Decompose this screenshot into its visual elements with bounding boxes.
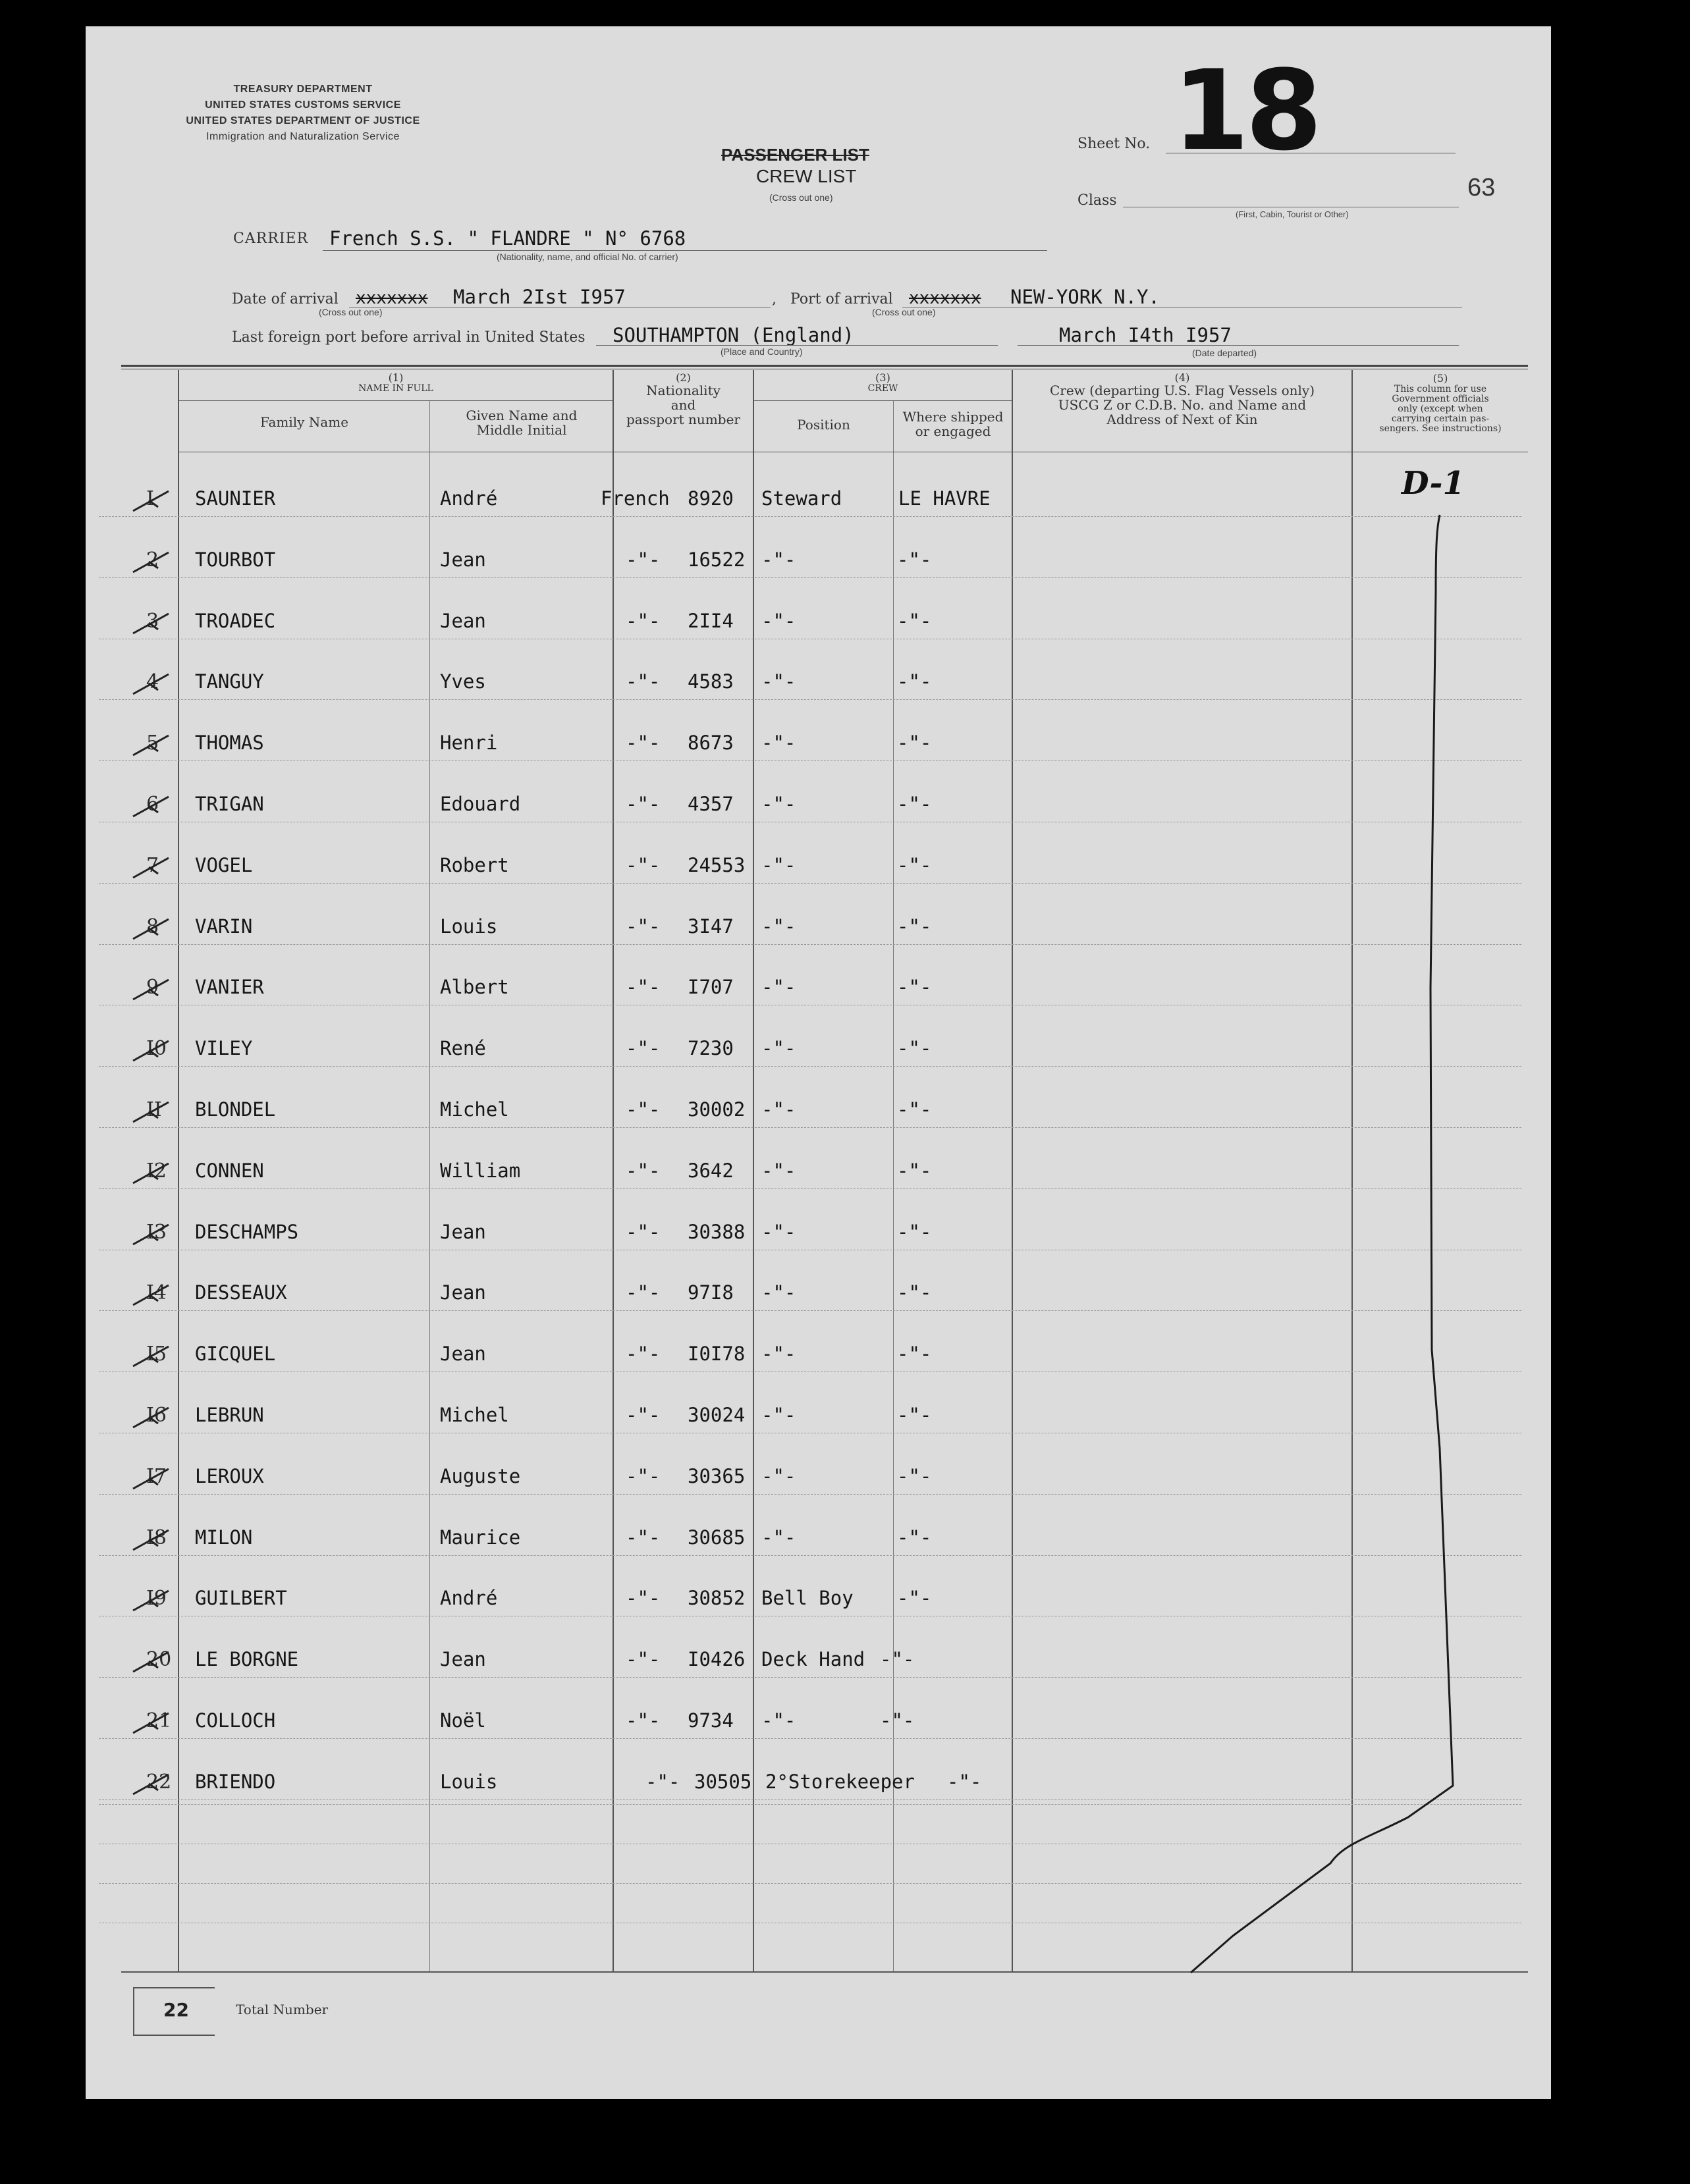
bracket-line (1191, 515, 1453, 1973)
total-label: Total Number (236, 2002, 329, 2017)
comma-sep: , (772, 291, 777, 307)
passport-number: 9734 (688, 1709, 734, 1732)
carrier-value: French S.S. " FLANDRE " N° 6768 (329, 227, 686, 250)
family-name: TANGUY (195, 670, 264, 693)
given-l2: Middle Initial (476, 422, 567, 438)
given-name: Michel (440, 1404, 509, 1426)
last-port-value: SOUTHAMPTON (England) (613, 324, 854, 346)
arrival-port-value: NEW-YORK N.Y. (1010, 286, 1160, 308)
passport-number: 8673 (688, 732, 734, 754)
class-label: Class (1077, 192, 1117, 209)
nationality: -"- (626, 1281, 661, 1304)
position: -"- (761, 1281, 796, 1304)
position: -"- (761, 1037, 796, 1059)
family-name: LEROUX (195, 1465, 264, 1487)
nationality: -"- (626, 1648, 661, 1670)
row-number: II (146, 1098, 162, 1121)
where-engaged: -"- (897, 1587, 932, 1609)
where-engaged: -"- (897, 793, 932, 815)
given-name: Jean (440, 1343, 486, 1365)
row-number: 2 (146, 548, 159, 572)
given-name: Yves (440, 670, 486, 693)
crew-list-title: CREW LIST (756, 166, 857, 186)
nationality: -"- (626, 1159, 661, 1182)
given-name: Jean (440, 1281, 486, 1304)
row-number: I9 (146, 1587, 167, 1610)
family-name: GICQUEL (195, 1343, 276, 1365)
nationality: -"- (626, 732, 661, 754)
passport-number: 30024 (688, 1404, 746, 1426)
row-number: I5 (146, 1343, 167, 1366)
nationality: -"- (626, 915, 661, 938)
passport-number: 7230 (688, 1037, 734, 1059)
where-engaged: -"- (897, 1281, 932, 1304)
position: -"- (761, 1159, 796, 1182)
where-engaged: -"- (897, 1037, 932, 1059)
passport-number: I0426 (688, 1648, 746, 1670)
position: -"- (761, 915, 796, 938)
where-engaged: -"- (897, 915, 932, 938)
position: -"- (761, 1465, 796, 1487)
col4-l1: Crew (departing U.S. Flag Vessels only) (1049, 383, 1315, 398)
row-number: 20 (146, 1648, 172, 1671)
position: -"- (761, 1404, 796, 1426)
row-number: I7 (146, 1465, 167, 1488)
nationality: -"- (626, 854, 661, 876)
given-name: Robert (440, 854, 509, 876)
passport-number: 2II4 (688, 610, 734, 632)
passport-number: 30685 (688, 1526, 746, 1549)
family-name: VANIER (195, 976, 264, 998)
family-name: BLONDEL (195, 1098, 276, 1121)
passport-number: 30365 (688, 1465, 746, 1487)
arrival-port-note: (Cross out one) (872, 307, 936, 317)
position: -"- (761, 732, 796, 754)
class-value: 63 (1467, 174, 1496, 201)
last-port-note: (Place and Country) (721, 346, 803, 357)
family-name-header: Family Name (259, 414, 349, 430)
row-number: I8 (146, 1526, 167, 1549)
row-number: 3 (146, 610, 159, 633)
passport-number: 30852 (688, 1587, 746, 1609)
family-name: VARIN (195, 915, 253, 938)
family-name: DESSEAUX (195, 1281, 287, 1304)
where-engaged: -"- (897, 1526, 932, 1549)
nationality: -"- (626, 1709, 661, 1732)
class-note: (First, Cabin, Tourist or Other) (1236, 209, 1349, 219)
passport-number: 8920 (688, 487, 734, 510)
row-number: 5 (146, 732, 159, 755)
col4-num: (4) (1174, 371, 1190, 384)
given-name: Jean (440, 610, 486, 632)
position: -"- (761, 1343, 796, 1365)
col4-l3: Address of Next of Kin (1106, 412, 1258, 427)
where-engaged: LE HAVRE (898, 487, 991, 510)
arrival-port-label: Port of arrival (790, 291, 893, 307)
position: -"- (761, 1098, 796, 1121)
position: -"- (761, 670, 796, 693)
arrival-date-struck: xxxxxxx (356, 288, 428, 308)
passport-number: 16522 (688, 548, 746, 571)
family-name: COLLOCH (195, 1709, 276, 1732)
position: Steward (761, 487, 842, 510)
carrier-label: CARRIER (233, 230, 309, 247)
departure-date-value: March I4th I957 (1059, 324, 1232, 346)
given-name: William (440, 1159, 521, 1182)
row-number: I4 (146, 1281, 167, 1304)
col1-num: (1) (388, 371, 404, 384)
position: -"- (761, 854, 796, 876)
given-name: Jean (440, 548, 486, 571)
col5-l5: sengers. See instructions) (1379, 423, 1502, 434)
sheet-label: Sheet No. (1077, 136, 1151, 152)
passport-number: 30505 (694, 1771, 752, 1793)
nationality: French (601, 487, 670, 510)
passport-number: I0I78 (688, 1343, 746, 1365)
nationality: -"- (626, 548, 661, 571)
nationality: -"- (626, 976, 661, 998)
passport-number: 24553 (688, 854, 746, 876)
where-engaged: -"- (897, 1159, 932, 1182)
row-number: 4 (146, 670, 159, 693)
nationality: -"- (626, 1465, 661, 1487)
given-name: André (440, 1587, 498, 1609)
passport-number: 3I47 (688, 915, 734, 938)
where-engaged: -"- (897, 1343, 932, 1365)
row-number: I0 (146, 1037, 167, 1060)
arrival-port-struck: xxxxxxx (909, 288, 981, 308)
given-name: Albert (440, 976, 509, 998)
position: -"- (761, 610, 796, 632)
family-name: THOMAS (195, 732, 264, 754)
family-name: SAUNIER (195, 487, 276, 510)
nationality: -"- (626, 1037, 661, 1059)
position: 2°Storekeeper (765, 1771, 915, 1793)
agency-line-3: UNITED STATES DEPARTMENT OF JUSTICE (186, 115, 420, 126)
where-engaged: -"- (897, 670, 932, 693)
row-number: 7 (146, 854, 159, 877)
carrier-note: (Nationality, name, and official No. of carrier) (497, 252, 678, 262)
given-l1: Given Name and (466, 408, 578, 423)
list-type-note: (Cross out one) (769, 192, 833, 203)
total-value: 22 (163, 1999, 189, 2021)
col4-l2: USCG Z or C.D.B. No. and Name and (1058, 397, 1307, 413)
nationality: -"- (626, 670, 661, 693)
col3-title: CREW (867, 383, 898, 394)
given-name: Louis (440, 1771, 498, 1793)
col5-l1: This column for use (1394, 384, 1487, 394)
where-engaged: -"- (947, 1771, 982, 1793)
family-name: TRIGAN (195, 793, 264, 815)
row-number: 9 (146, 976, 159, 999)
position: -"- (761, 1709, 796, 1732)
row-number: I3 (146, 1221, 167, 1244)
nationality: -"- (626, 793, 661, 815)
row-number: 8 (146, 915, 159, 938)
where-engaged: -"- (897, 1465, 932, 1487)
given-name: Noël (440, 1709, 486, 1732)
passenger-list-struck: PASSENGER LIST (721, 145, 869, 165)
passport-number: 97I8 (688, 1281, 734, 1304)
col2-l2: and (670, 397, 696, 413)
where-engaged: -"- (897, 732, 932, 754)
nationality: -"- (626, 1587, 661, 1609)
family-name: BRIENDO (195, 1771, 276, 1793)
where-engaged: -"- (897, 1404, 932, 1426)
position: Deck Hand (761, 1648, 865, 1670)
position: -"- (761, 976, 796, 998)
where-engaged: -"- (897, 976, 932, 998)
where-engaged: -"- (897, 1221, 932, 1243)
col2-l3: passport number (626, 412, 740, 427)
where-engaged: -"- (897, 610, 932, 632)
last-port-label: Last foreign port before arrival in United States (232, 329, 586, 346)
nationality: -"- (626, 1404, 661, 1426)
arrival-date-label: Date of arrival (232, 291, 339, 307)
given-name: Jean (440, 1221, 486, 1243)
col1-title: NAME IN FULL (358, 383, 433, 394)
given-name: Edouard (440, 793, 521, 815)
where-engaged: -"- (880, 1648, 915, 1670)
arrival-date-value: March 2Ist I957 (453, 286, 626, 308)
nationality: -"- (626, 1526, 661, 1549)
agency-line-4: Immigration and Naturalization Service (206, 131, 400, 142)
family-name: VOGEL (195, 854, 253, 876)
position: Bell Boy (761, 1587, 854, 1609)
given-name: Michel (440, 1098, 509, 1121)
row-number: 6 (146, 793, 159, 816)
family-name: TOURBOT (195, 548, 276, 571)
sheet-number: 18 (1172, 46, 1319, 175)
nationality: -"- (626, 1098, 661, 1121)
position-header: Position (797, 417, 850, 433)
departure-date-note: (Date departed) (1192, 348, 1257, 358)
official-annotation: D-1 (1402, 465, 1465, 502)
row-number: I6 (146, 1404, 167, 1427)
given-name: André (440, 487, 498, 510)
where-engaged: -"- (880, 1709, 915, 1732)
passport-number: 4357 (688, 793, 734, 815)
where-l1: Where shipped (902, 409, 1004, 425)
nationality: -"- (645, 1771, 680, 1793)
position: -"- (761, 548, 796, 571)
col2-l1: Nationality (646, 383, 721, 398)
agency-line-2: UNITED STATES CUSTOMS SERVICE (205, 99, 401, 111)
given-name: Auguste (440, 1465, 521, 1487)
passport-number: 30388 (688, 1221, 746, 1243)
family-name: GUILBERT (195, 1587, 287, 1609)
col5-l2: Government officials (1392, 394, 1489, 404)
where-engaged: -"- (897, 854, 932, 876)
passport-number: 30002 (688, 1098, 746, 1121)
given-name: René (440, 1037, 486, 1059)
given-name: Maurice (440, 1526, 521, 1549)
family-name: CONNEN (195, 1159, 264, 1182)
col5-num: (5) (1432, 372, 1448, 385)
agency-line-1: TREASURY DEPARTMENT (233, 84, 373, 95)
family-name: LEBRUN (195, 1404, 264, 1426)
position: -"- (761, 1526, 796, 1549)
passport-number: 3642 (688, 1159, 734, 1182)
row-number: 21 (146, 1709, 172, 1732)
given-name: Henri (440, 732, 498, 754)
nationality: -"- (626, 1221, 661, 1243)
col5-l4: carrying certain pas- (1391, 413, 1490, 424)
where-engaged: -"- (897, 1098, 932, 1121)
passport-number: I707 (688, 976, 734, 998)
family-name: VILEY (195, 1037, 253, 1059)
where-engaged: -"- (897, 548, 932, 571)
position: -"- (761, 793, 796, 815)
where-l2: or engaged (915, 423, 991, 439)
row-number: I (146, 487, 154, 510)
col3-num: (3) (875, 371, 890, 384)
col5-l3: only (except when (1398, 404, 1483, 414)
arrival-date-note: (Cross out one) (319, 307, 383, 317)
position: -"- (761, 1221, 796, 1243)
col2-num: (2) (676, 371, 691, 384)
nationality: -"- (626, 610, 661, 632)
nationality: -"- (626, 1343, 661, 1365)
family-name: LE BORGNE (195, 1648, 299, 1670)
given-name: Louis (440, 915, 498, 938)
passport-number: 4583 (688, 670, 734, 693)
row-number: I2 (146, 1159, 167, 1183)
given-name: Jean (440, 1648, 486, 1670)
family-name: MILON (195, 1526, 253, 1549)
family-name: TROADEC (195, 610, 276, 632)
row-number: 22 (146, 1771, 172, 1794)
family-name: DESCHAMPS (195, 1221, 299, 1243)
